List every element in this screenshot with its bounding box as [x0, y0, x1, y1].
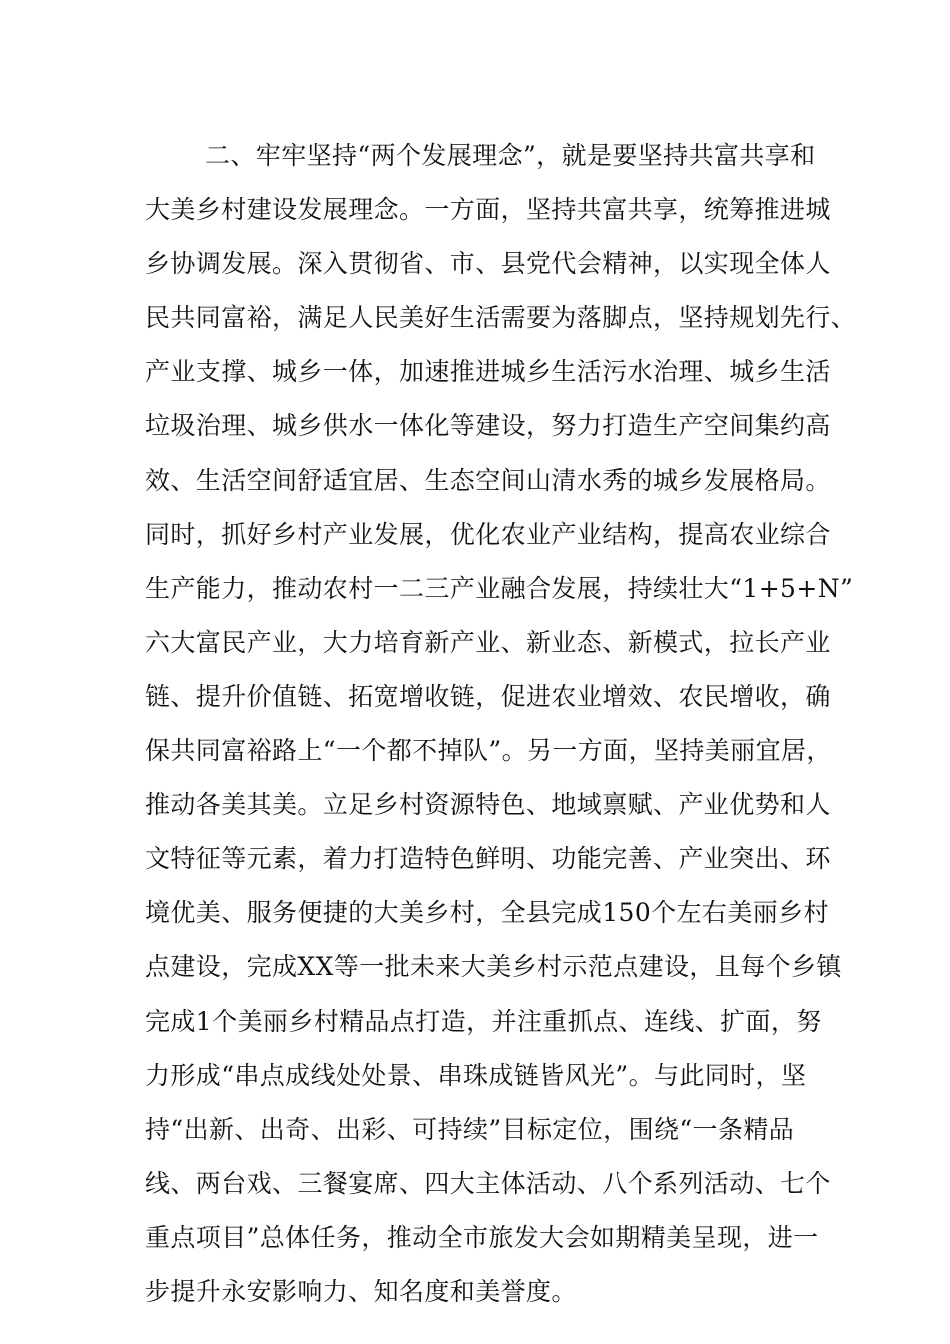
paragraph-line: 点建设，完成XX等一批未来大美乡村示范点建设，且每个乡镇: [145, 952, 842, 982]
paragraph-line: 持“出新、出奇、出彩、可持续”目标定位，围绕“一条精品: [145, 1114, 795, 1144]
body-paragraph: [145, 133, 857, 1323]
paragraph-line: 步提升永安影响力、知名度和美誉度。: [145, 1276, 577, 1306]
paragraph-line: 链、提升价值链、拓宽增收链，促进农业增效、农民增收，确: [145, 681, 831, 711]
paragraph-line: 民共同富裕，满足人民美好生活需要为落脚点，坚持规划先行、: [145, 303, 857, 333]
paragraph-line: 文特征等元素，着力打造特色鲜明、功能完善、产业突出、环: [145, 844, 831, 874]
paragraph-line: 乡协调发展。深入贯彻省、市、县党代会精神，以实现全体人: [145, 249, 831, 279]
paragraph-line: 垃圾治理、城乡供水一体化等建设，努力打造生产空间集约高: [145, 411, 831, 441]
paragraph-line: 产业支撑、城乡一体，加速推进城乡生活污水治理、城乡生活: [145, 357, 831, 387]
paragraph-line: 大美乡村建设发展理念。一方面，坚持共富共享，统筹推进城: [145, 195, 831, 225]
paragraph-line: 保共同富裕路上“一个都不掉队”。另一方面，坚持美丽宜居，: [145, 736, 832, 766]
paragraph-line: 推动各美其美。立足乡村资源特色、地域禀赋、产业优势和人: [145, 790, 831, 820]
paragraph-line: 六大富民产业，大力培育新产业、新业态、新模式，拉长产业: [145, 627, 831, 657]
paragraph-line: 完成1个美丽乡村精品点打造，并注重抓点、连线、扩面，努: [145, 1006, 822, 1036]
paragraph-line: 力形成“串点成线处处景、串珠成链皆风光”。与此同时，坚: [145, 1060, 807, 1090]
paragraph-line: 生产能力，推动农村一二三产业融合发展，持续壮大“1+5+N”: [145, 573, 854, 603]
paragraph-line: 效、生活空间舒适宜居、生态空间山清水秀的城乡发展格局。: [145, 465, 831, 495]
paragraph-line: 重点项目”总体任务，推动全市旅发大会如期精美呈现，进一: [145, 1222, 819, 1252]
paragraph-line: 同时，抓好乡村产业发展，优化农业产业结构，提高农业综合: [145, 519, 831, 549]
paragraph-line: 线、两台戏、三餐宴席、四大主体活动、八个系列活动、七个: [145, 1168, 831, 1198]
paragraph-line: 境优美、服务便捷的大美乡村，全县完成150个左右美丽乡村: [145, 898, 829, 928]
paragraph-line: 二、牢牢坚持“两个发展理念”，就是要坚持共富共享和: [205, 141, 816, 170]
